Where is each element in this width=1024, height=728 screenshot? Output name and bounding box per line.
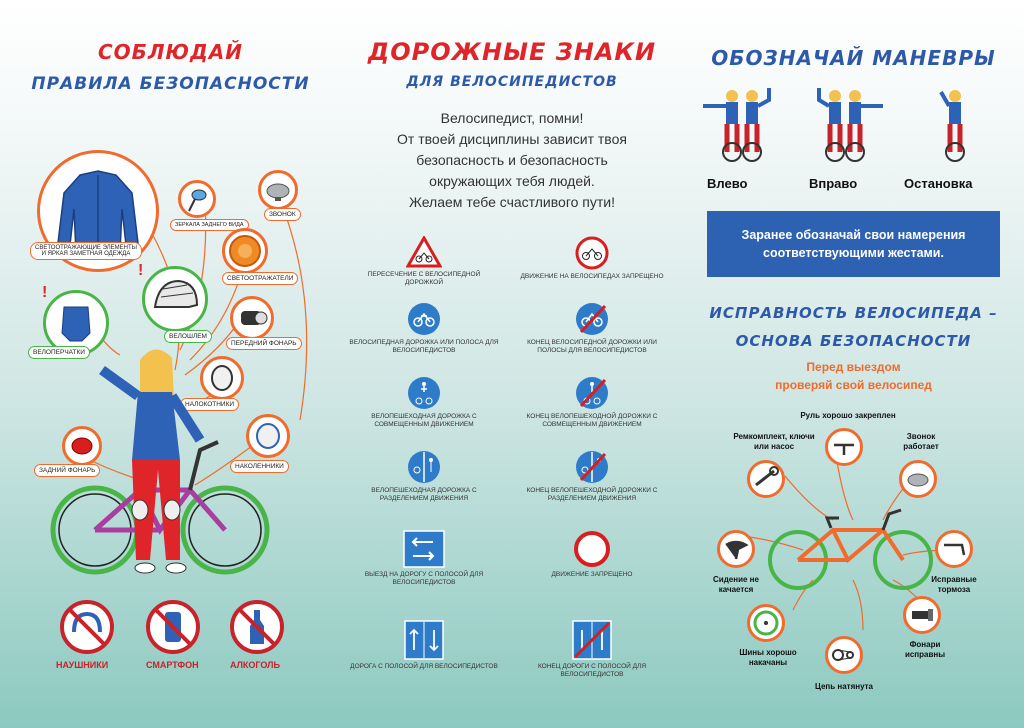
sign-caption: ВЕЛОСИПЕДНАЯ ДОРОЖКА ИЛИ ПОЛОСА ДЛЯ ВЕЛОСИПЕДИСТОВ bbox=[349, 339, 499, 355]
end-separated-path-sign-icon bbox=[575, 450, 609, 484]
forbidden-label-3: АЛКОГОЛЬ bbox=[230, 660, 280, 670]
mid-title-line1: ДОРОЖНЫЕ ЗНАКИ bbox=[367, 38, 657, 66]
chain-label: Цепь натянута bbox=[815, 682, 873, 691]
brakes-check bbox=[935, 530, 973, 568]
triangle-bike-sign-icon bbox=[406, 236, 442, 268]
stop-figure bbox=[941, 90, 964, 161]
right-sub-line1: Перед выездом bbox=[806, 360, 901, 374]
forbidden-smartphone bbox=[144, 598, 202, 661]
left-title-line2: ПРАВИЛА БЕЗОПАСНОСТИ bbox=[31, 74, 310, 94]
gloves-warning-icon: ! bbox=[42, 284, 48, 301]
cyclist-illustration bbox=[40, 330, 270, 590]
end-road-bike-lane-sign-icon bbox=[572, 620, 612, 660]
separated-path-sign-icon bbox=[407, 450, 441, 484]
sign-road-bike-lane bbox=[349, 620, 499, 671]
lights-check bbox=[903, 596, 941, 634]
intro-line-3: безопасность и безопасность bbox=[416, 152, 608, 168]
headphones-forbidden-icon bbox=[58, 598, 116, 656]
maneuver-left-label: Влево bbox=[707, 176, 748, 191]
right-title: ОБОЗНАЧАЙ МАНЕВРЫ bbox=[711, 46, 996, 70]
seat-label: Сидение не качается bbox=[713, 575, 759, 594]
helmet-icon bbox=[145, 269, 205, 329]
sign-end-shared-path bbox=[517, 376, 667, 429]
knee-label: НАКОЛЕННИКИ bbox=[230, 460, 289, 473]
bell-icon bbox=[902, 463, 934, 495]
seat-check bbox=[717, 530, 755, 568]
reflector-icon bbox=[225, 231, 265, 271]
sign-separated-path bbox=[349, 450, 499, 503]
intro-text bbox=[341, 108, 683, 213]
maneuver-right-label: Вправо bbox=[809, 176, 858, 191]
reflectors-label: СВЕТООТРАЖАТЕЛИ bbox=[222, 272, 298, 285]
right-title2-line2: ОСНОВА БЕЗОПАСНОСТИ bbox=[735, 332, 972, 350]
sign-shared-path bbox=[349, 376, 499, 429]
intro-line-4: окружающих тебя людей. bbox=[429, 173, 595, 189]
handlebar-icon bbox=[828, 431, 860, 463]
tires-check bbox=[747, 604, 785, 642]
no-bicycles-sign-icon bbox=[575, 236, 609, 270]
sign-enter-road-bike-lane bbox=[349, 530, 499, 587]
right-sub-line2: проверяй свой велосипед bbox=[775, 378, 932, 392]
helmet-warning-icon: ! bbox=[138, 262, 144, 279]
seat-icon bbox=[720, 533, 752, 565]
left-title-line1: СОБЛЮДАЙ bbox=[97, 40, 244, 64]
bell-icon bbox=[261, 173, 295, 207]
intro-line-2: От твоей дисциплины зависит твоя bbox=[397, 131, 627, 147]
sign-bike-crossing bbox=[349, 236, 499, 287]
gloves-label: ВЕЛОПЕРЧАТКИ bbox=[28, 346, 90, 359]
jacket-label: СВЕТООТРАЖАЮЩИЕ ЭЛЕМЕНТЫ И ЯРКАЯ ЗАМЕТНАЯ ОДЕЖДА bbox=[30, 242, 142, 260]
mirror-circle bbox=[178, 180, 216, 218]
sign-end-separated-path bbox=[517, 450, 667, 503]
sign-caption: КОНЕЦ ВЕЛОПЕШЕХОДНОЙ ДОРОЖКИ С РАЗДЕЛЕНИЕМ ДВИЖЕНИЯ bbox=[526, 487, 658, 503]
intro-line-1: Велосипедист, помни! bbox=[440, 110, 584, 126]
mirror-icon bbox=[181, 183, 213, 215]
sign-end-road-bike-lane bbox=[517, 620, 667, 679]
bell-check bbox=[899, 460, 937, 498]
brake-lever-icon bbox=[938, 533, 970, 565]
wrench-icon bbox=[750, 463, 782, 495]
lights-label: Фонари исправны bbox=[904, 640, 946, 659]
forbidden-label-1: НАУШНИКИ bbox=[56, 660, 109, 670]
chain-check bbox=[825, 636, 863, 674]
helmet-circle bbox=[142, 266, 208, 332]
no-traffic-sign-icon bbox=[573, 530, 611, 568]
chain-icon bbox=[828, 639, 860, 671]
smartphone-forbidden-icon bbox=[144, 598, 202, 656]
helmet-label: ВЕЛОШЛЕМ bbox=[164, 330, 212, 343]
rear-light-label: ЗАДНИЙ ФОНАРЬ bbox=[34, 464, 100, 477]
sign-no-bikes bbox=[517, 236, 667, 281]
flashlight-icon bbox=[906, 599, 938, 631]
box-line-2: соответствующими жестами. bbox=[763, 246, 944, 260]
bike-lane-sign-icon bbox=[407, 302, 441, 336]
forbidden-alcohol bbox=[228, 598, 286, 661]
box-line-1: Заранее обозначай свои намерения bbox=[741, 227, 966, 242]
sign-end-bike-lane bbox=[517, 302, 667, 355]
road-bike-lane-sign-icon bbox=[404, 620, 444, 660]
bell-label: ЗВОНОК bbox=[264, 208, 301, 221]
gesture-reminder-box bbox=[707, 211, 1000, 277]
sign-caption: КОНЕЦ ДОРОГИ С ПОЛОСОЙ ДЛЯ ВЕЛОСИПЕДИСТОВ bbox=[537, 663, 647, 679]
enter-road-bike-lane-sign-icon bbox=[403, 530, 445, 568]
sign-caption: КОНЕЦ ВЕЛОСИПЕДНОЙ ДОРОЖКИ ИЛИ ПОЛОСЫ ДЛЯ ВЕЛОСИПЕДИСТОВ bbox=[527, 339, 657, 355]
handlebar-check bbox=[825, 428, 863, 466]
bell-check-label: Звонок работает bbox=[903, 432, 939, 451]
maneuvers-column bbox=[683, 0, 1024, 728]
end-bike-lane-sign-icon bbox=[575, 302, 609, 336]
forbidden-headphones bbox=[58, 598, 116, 661]
forbidden-label-2: СМАРТФОН bbox=[146, 660, 199, 670]
sign-caption: ВЕЛОПЕШЕХОДНАЯ ДОРОЖКА С СОВМЕЩЕННЫМ ДВИЖЕНИЕМ bbox=[371, 413, 477, 429]
repair-kit-check bbox=[747, 460, 785, 498]
reflectors-circle bbox=[222, 228, 268, 274]
maneuver-figures bbox=[697, 82, 1017, 170]
sign-caption: ДВИЖЕНИЕ ЗАПРЕЩЕНО bbox=[551, 571, 633, 578]
maneuver-stop-label: Остановка bbox=[904, 176, 973, 191]
sign-caption: ВЫЕЗД НА ДОРОГУ С ПОЛОСОЙ ДЛЯ ВЕЛОСИПЕДИСТОВ bbox=[364, 571, 484, 587]
mirror-label: ЗЕРКАЛА ЗАДНЕГО ВИДА bbox=[170, 219, 249, 231]
end-shared-path-sign-icon bbox=[575, 376, 609, 410]
left-turn-figure bbox=[703, 88, 769, 161]
sign-caption: ДВИЖЕНИЕ НА ВЕЛОСИПЕДАХ ЗАПРЕЩЕНО bbox=[520, 273, 664, 280]
intro-line-5: Желаем тебе счастливого пути! bbox=[408, 194, 615, 210]
sign-bike-lane bbox=[349, 302, 499, 355]
tires-label: Шины хорошо накачаны bbox=[739, 648, 797, 667]
sign-caption: КОНЕЦ ВЕЛОПЕШЕХОДНОЙ ДОРОЖКИ С СОВМЕЩЕННЫМ ДВИЖЕНИЕМ bbox=[526, 413, 658, 429]
handlebar-label: Руль хорошо закреплен bbox=[800, 411, 896, 420]
right-title2-line1: ИСПРАВНОСТЬ ВЕЛОСИПЕДА – bbox=[709, 304, 998, 322]
brakes-label: Исправные тормоза bbox=[931, 575, 977, 594]
safety-rules-column bbox=[0, 0, 341, 728]
elbow-label: НАЛОКОТНИКИ bbox=[180, 398, 239, 411]
repair-kit-label: Ремкомплект, ключи или насос bbox=[733, 432, 815, 451]
sign-caption: ДОРОГА С ПОЛОСОЙ ДЛЯ ВЕЛОСИПЕДИСТОВ bbox=[350, 663, 498, 670]
shared-path-sign-icon bbox=[407, 376, 441, 410]
sign-no-entry bbox=[517, 530, 667, 579]
bottle-forbidden-icon bbox=[228, 598, 286, 656]
sign-caption: ПЕРЕСЕЧЕНИЕ С ВЕЛОСИПЕДНОЙ ДОРОЖКОЙ bbox=[367, 271, 481, 287]
right-turn-figure bbox=[819, 88, 883, 161]
sign-caption: ВЕЛОПЕШЕХОДНАЯ ДОРОЖКА С РАЗДЕЛЕНИЕМ ДВИЖЕНИЯ bbox=[371, 487, 477, 503]
bell-circle bbox=[258, 170, 298, 210]
road-signs-column bbox=[341, 0, 683, 728]
wheel-icon bbox=[750, 607, 782, 639]
mid-title-line2: ДЛЯ ВЕЛОСИПЕДИСТОВ bbox=[406, 74, 618, 90]
front-light-label: ПЕРЕДНИЙ ФОНАРЬ bbox=[226, 337, 302, 350]
